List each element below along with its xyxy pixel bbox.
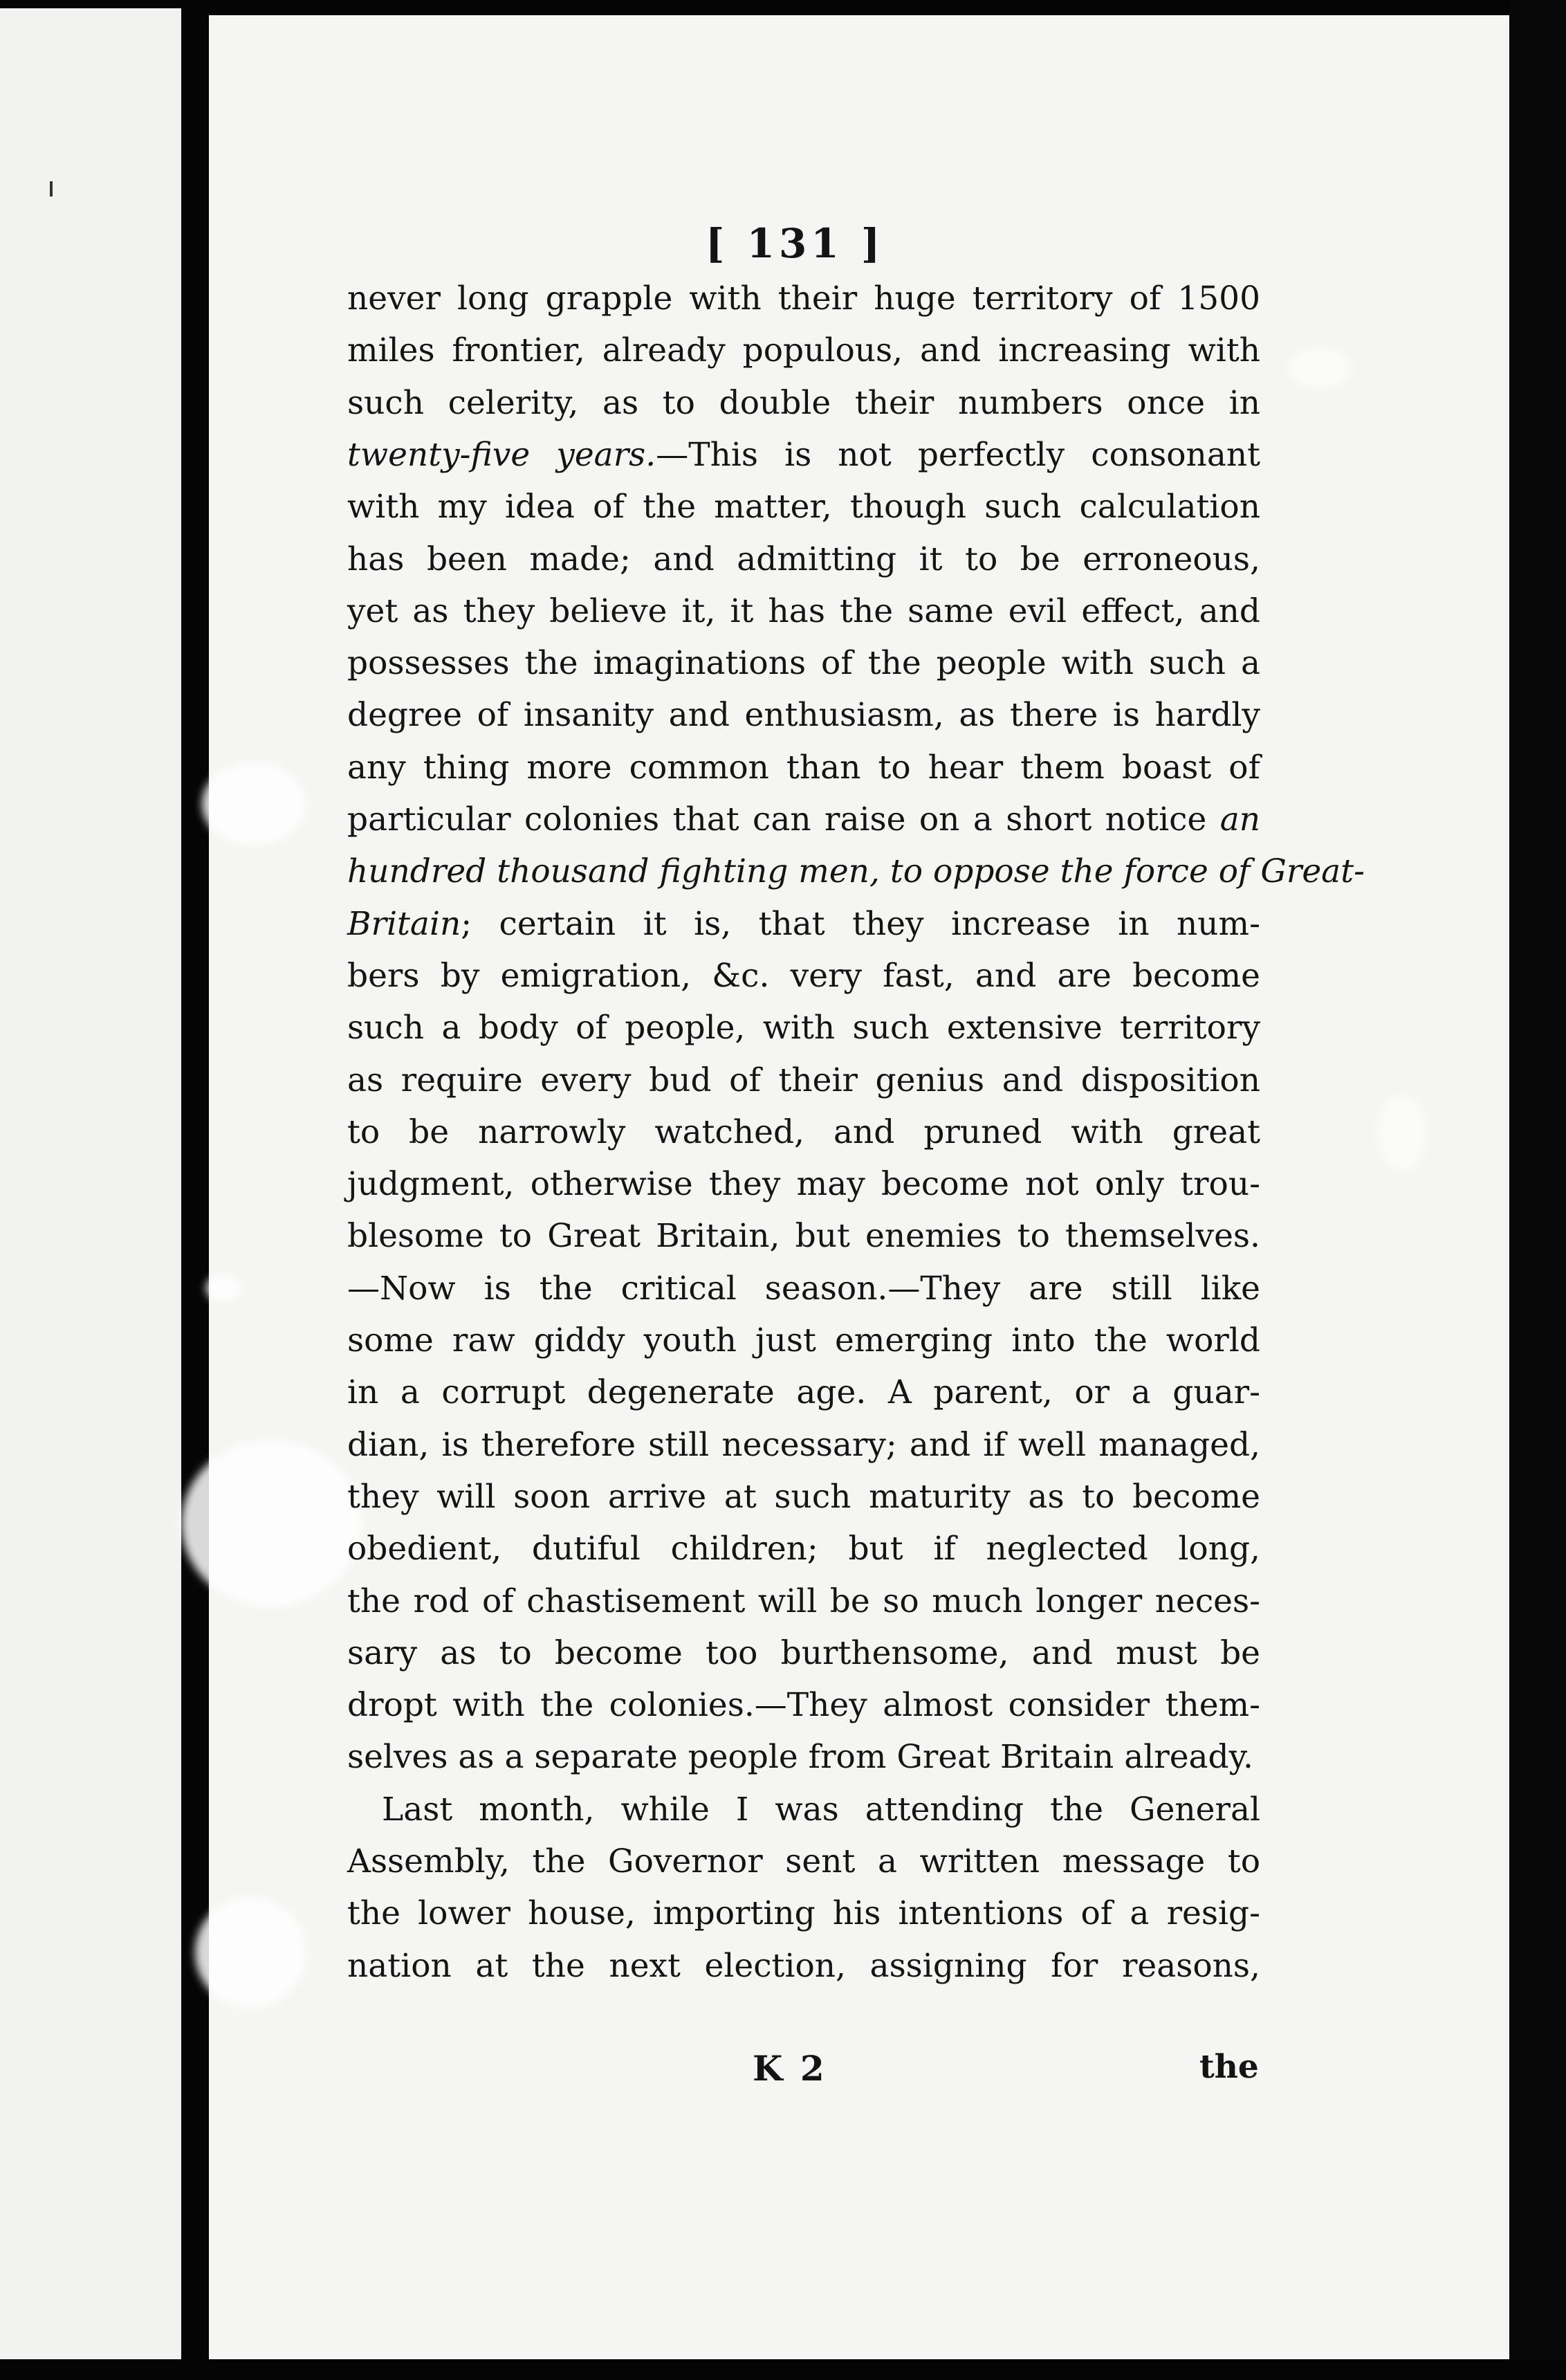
text-segment: possesses the imaginations of the people with such a <box>347 644 1260 682</box>
text-segment: such celerity, as to double their numbers once in <box>347 384 1260 422</box>
text-line <box>347 1836 1260 1888</box>
text-segment: such a body of people, with such extensive territory <box>347 1009 1260 1047</box>
binding-gutter <box>181 0 209 2380</box>
text-line <box>347 794 1260 846</box>
text-segment: —Now is the critical season.—They are still like <box>347 1270 1260 1308</box>
italic-text: Britain <box>347 905 461 943</box>
text-line <box>347 1263 1260 1315</box>
text-segment: ; certain it is, that they increase in num- <box>461 905 1260 943</box>
text-line <box>347 742 1260 794</box>
text-line <box>347 1575 1260 1628</box>
text-line <box>347 1731 1260 1784</box>
text-segment: as require every bud of their genius and disposition <box>347 1061 1260 1099</box>
text-segment: blesome to Great Britain, but enemies to themselves. <box>347 1217 1260 1255</box>
text-line <box>347 533 1260 586</box>
text-segment: never long grapple with their huge territory of 1500 <box>347 280 1260 318</box>
text-segment: judgment, otherwise they may become not only trou- <box>347 1165 1260 1203</box>
text-line <box>347 1366 1260 1419</box>
text-line <box>347 637 1260 690</box>
italic-text: hundred thousand fighting men, to oppose the force of Great- <box>347 852 1365 890</box>
text-line <box>347 377 1260 430</box>
text-segment: dropt with the colonies.—They almost consider them- <box>347 1686 1260 1724</box>
text-line <box>347 950 1260 1003</box>
text-segment: —This is not perfectly consonant <box>656 436 1261 474</box>
page-edge-bottom <box>0 2359 1566 2380</box>
text-segment: dian, is therefore still necessary; and if well managed, <box>347 1426 1260 1464</box>
text-line <box>347 1887 1260 1940</box>
text-segment: sary as to become too burthensome, and must be <box>347 1634 1260 1672</box>
text-line <box>347 898 1260 951</box>
text-segment: has been made; and admitting it to be erroneous, <box>347 540 1260 578</box>
page-edge-right <box>1509 0 1566 2380</box>
paper-stain <box>195 1897 306 2008</box>
text-line <box>347 1784 1260 1836</box>
italic-text: an <box>1219 800 1260 839</box>
text-line <box>347 1002 1260 1054</box>
page-number: [ 131 ] <box>706 220 885 267</box>
text-segment: selves as a separate people from Great Britain already. <box>347 1738 1253 1776</box>
text-segment: any thing more common than to hear them boast of <box>347 749 1260 787</box>
signature-mark: K 2 <box>753 2048 827 2089</box>
text-segment: bers by emigration, &c. very fast, and are become <box>347 957 1260 995</box>
text-line <box>347 689 1260 742</box>
text-segment: some raw giddy youth just emerging into the world <box>347 1321 1260 1360</box>
paper-stain <box>206 1274 241 1302</box>
text-line <box>347 1419 1260 1472</box>
text-line <box>347 1054 1260 1107</box>
text-segment: miles frontier, already populous, and increasing with <box>347 331 1260 369</box>
text-line <box>347 1471 1260 1523</box>
text-segment: the lower house, importing his intentions of a resig- <box>347 1894 1260 1932</box>
text-segment: they will soon arrive at such maturity as to become <box>347 1478 1260 1516</box>
text-line <box>347 1627 1260 1680</box>
text-segment: Assembly, the Governor sent a written message to <box>347 1842 1260 1880</box>
text-line <box>347 1210 1260 1263</box>
paper-stain <box>1378 1095 1426 1171</box>
paper-stain <box>1288 347 1350 389</box>
text-segment: yet as they believe it, it has the same evil effect, and <box>347 592 1260 630</box>
text-line <box>347 1315 1260 1367</box>
text-line <box>347 1158 1260 1211</box>
text-line <box>347 273 1260 325</box>
text-line <box>347 481 1260 533</box>
paper-stain <box>181 1440 361 1606</box>
text-line <box>347 585 1260 638</box>
text-segment: particular colonies that can raise on a short notice <box>347 800 1220 839</box>
text-line <box>347 324 1260 377</box>
text-segment: to be narrowly watched, and pruned with great <box>347 1113 1260 1151</box>
text-line <box>347 429 1260 482</box>
facing-page-strip <box>0 8 181 2359</box>
text-segment: nation at the next election, assigning for reasons, <box>347 1947 1260 1985</box>
facing-page-mark <box>50 181 53 196</box>
catchword: the <box>1199 2048 1259 2086</box>
paper-stain <box>202 762 306 845</box>
text-line <box>347 1940 1260 1993</box>
text-segment: Last month, while I was attending the General <box>382 1791 1260 1829</box>
text-line <box>347 1523 1260 1575</box>
text-segment: with my idea of the matter, though such calculation <box>347 488 1260 526</box>
text-segment: obedient, dutiful children; but if neglected long, <box>347 1530 1260 1568</box>
italic-text: twenty-five years. <box>347 436 656 474</box>
text-line <box>347 845 1365 898</box>
text-line <box>347 1679 1260 1732</box>
text-segment: degree of insanity and enthusiasm, as there is hardly <box>347 696 1260 734</box>
text-segment: the rod of chastisement will be so much longer neces- <box>347 1582 1260 1620</box>
text-line <box>347 1106 1260 1159</box>
text-segment: in a corrupt degenerate age. A parent, or a guar- <box>347 1373 1260 1411</box>
